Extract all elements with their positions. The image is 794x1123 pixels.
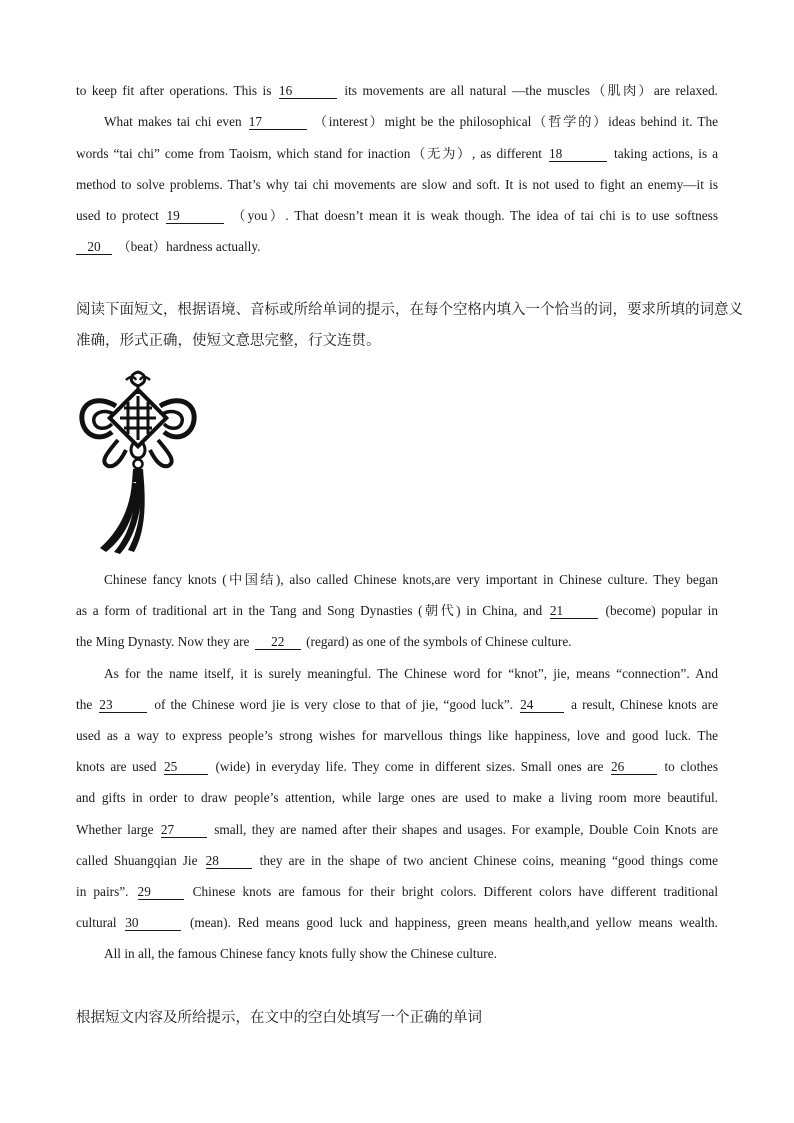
passage1-line-1: to keep fit after operations. This is 16 its movements are all natural —the muscles（肌肉）are relaxed. bbox=[76, 83, 719, 98]
blank-17[interactable]: 17 bbox=[249, 114, 307, 130]
passage2-line-5: the 23 of the Chinese word jie is very close to that of jie, “good luck”. 24 a result, Chinese knots are bbox=[76, 697, 718, 712]
instruction-1-line-1: 阅读下面短文，根据语境、音标或所给单词的提示，在每个空格内填入一个恰当的词，要求所填的词意义 bbox=[76, 302, 743, 318]
blank-26[interactable]: 26 bbox=[611, 759, 657, 775]
blank-19[interactable]: 19 bbox=[166, 208, 224, 224]
passage2-line-13: All in all, the famous Chinese fancy knots fully show the Chinese culture. bbox=[104, 946, 497, 961]
passage1-line-6: 20 （beat）hardness actually. bbox=[76, 237, 718, 257]
blank-27[interactable]: 27 bbox=[161, 822, 207, 838]
passage1-line-5: used to protect 19 （you）. That doesn’t mean it is weak though. The idea of tai chi is to use softness bbox=[76, 208, 718, 223]
passage2-line-10: called Shuangqian Jie 28 they are in the shape of two ancient Chinese coins, meaning “good things come bbox=[76, 853, 719, 868]
passage2-line-4: As for the name itself, it is surely meaningful. The Chinese word for “knot”, jie, means “connection”. And bbox=[104, 666, 718, 681]
blank-25[interactable]: 25 bbox=[164, 759, 208, 775]
blank-18[interactable]: 18 bbox=[549, 146, 607, 162]
passage2-line-12: cultural 30 (mean). Red means good luck and happiness, green means health,and yellow means wealth. bbox=[76, 915, 718, 930]
passage2-line-11: in pairs”. 29 Chinese knots are famous for their bright colors. Different colors have different traditional bbox=[76, 884, 719, 899]
passage1-line-3: words “tai chi” come from Taoism, which stand for inaction（无为）, as different 18 taking actions, is a bbox=[76, 146, 719, 161]
instruction-1-line-2: 准确，形式正确，使短文意思完整，行文连贯。 bbox=[76, 333, 381, 349]
blank-30[interactable]: 30 bbox=[125, 915, 181, 931]
passage2-line-2: as a form of traditional art in the Tang and Song Dynasties (朝代) in China, and 21 (become) popular in bbox=[76, 603, 719, 618]
passage2-line-7: knots are used 25 (wide) in everyday life. They come in different sizes. Small ones are 26 to clothes bbox=[76, 759, 719, 774]
blank-21[interactable]: 21 bbox=[550, 603, 598, 619]
blank-24[interactable]: 24 bbox=[520, 697, 564, 713]
passage2-line-8: and gifts in order to draw people’s attention, while large ones are used to make a living room more beautiful. bbox=[76, 790, 718, 805]
blank-16[interactable]: 16 bbox=[279, 83, 337, 99]
passage2-line-9: Whether large 27 small, they are named after their shapes and usages. For example, Double Coin Knots are bbox=[76, 822, 719, 837]
passage2-line-1: Chinese fancy knots (中国结), also called Chinese knots,are very important in Chinese culture. They began bbox=[104, 572, 718, 587]
passage1-line-4: method to solve problems. That’s why tai chi movements are slow and soft. It is not used to fight an enemy—it is bbox=[76, 177, 718, 192]
blank-29[interactable]: 29 bbox=[138, 884, 184, 900]
chinese-knot-illustration bbox=[78, 370, 198, 555]
passage2-line-6: used as a way to express people’s strong wishes for marvellous things like happiness, love and good luck. The bbox=[76, 728, 718, 743]
instruction-2: 根据短文内容及所给提示，在文中的空白处填写一个正确的单词 bbox=[76, 1010, 482, 1026]
passage2-line-3: the Ming Dynasty. Now they are 22 (regard) as one of the symbols of Chinese culture. bbox=[76, 634, 572, 649]
blank-23[interactable]: 23 bbox=[99, 697, 147, 713]
blank-20[interactable]: 20 bbox=[76, 239, 112, 255]
blank-28[interactable]: 28 bbox=[206, 853, 252, 869]
blank-22[interactable]: 22 bbox=[255, 634, 301, 650]
passage1-line-2: What makes tai chi even 17 （interest）might be the philosophical（哲学的）ideas behind it. The bbox=[104, 114, 718, 129]
